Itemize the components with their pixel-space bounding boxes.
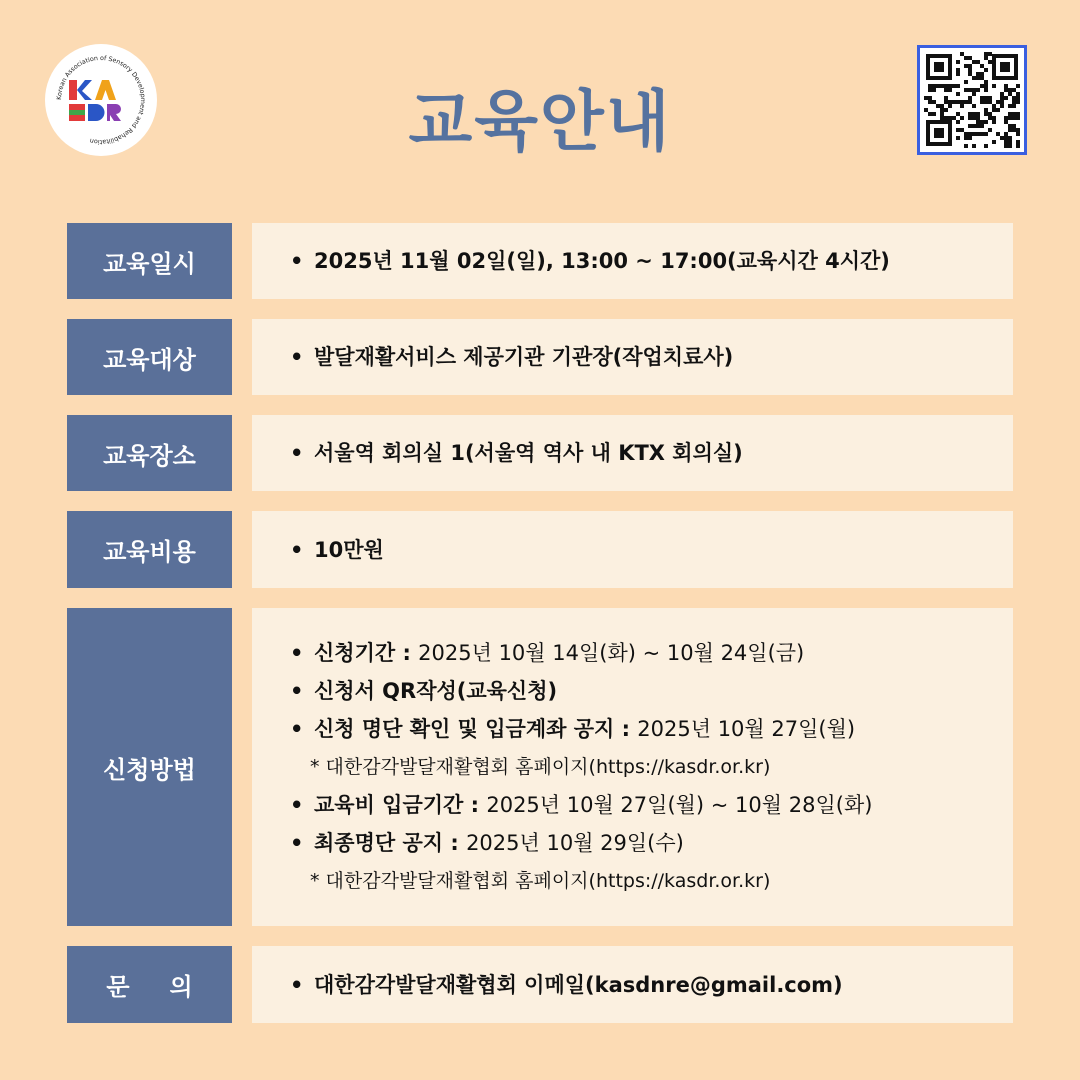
row-date — [67, 223, 1013, 299]
list-item: • 신청 명단 확인 및 입금계좌 공지 : 2025년 10월 27일(월) — [290, 717, 856, 741]
row-place — [67, 415, 1013, 491]
notice-label: 신청 명단 확인 및 입금계좌 공지 : — [314, 717, 630, 741]
label-contact — [67, 946, 232, 1023]
label-apply: 신청방법 — [67, 608, 232, 926]
logo-ring-text: Korean Association of Sensory Development and Rehabilitation — [55, 54, 147, 146]
contact-label-a: 문 — [106, 973, 130, 1001]
list-item: • 신청기간 : 2025년 10월 14일(화) ~ 10월 24일(금) — [290, 641, 805, 665]
qr-code-icon[interactable] — [917, 45, 1027, 155]
list-item: • 발달재활서비스 제공기관 기관장(작업치료사) — [290, 338, 1013, 376]
list-item: • 서울역 회의실 1(서울역 역사 내 KTX 회의실) — [290, 434, 1013, 472]
row-cost — [67, 511, 1013, 588]
cost-text: 10만원 — [314, 537, 384, 562]
content-apply — [252, 608, 1013, 926]
content-date — [252, 223, 1013, 299]
content-cost — [252, 511, 1013, 588]
final-value: 2025년 10월 29일(수) — [466, 831, 684, 855]
content-target — [252, 319, 1013, 395]
label-place: 교육장소 — [67, 415, 232, 491]
label-target: 교육대상 — [67, 319, 232, 395]
list-item: • 10만원 — [290, 531, 1013, 569]
page-title: 교육안내 — [408, 83, 672, 160]
final-label: 최종명단 공지 : — [314, 831, 459, 855]
fee-value: 2025년 10월 27일(월) ~ 10월 28일(화) — [486, 793, 873, 817]
target-text: 발달재활서비스 제공기관 기관장(작업치료사) — [314, 345, 734, 369]
period-value: 2025년 10월 14일(화) ~ 10월 24일(금) — [418, 641, 805, 665]
list-item: • 2025년 11월 02일(일), 13:00 ~ 17:00(교육시간 4시간) — [290, 242, 1013, 280]
period-label: 신청기간 : — [314, 641, 411, 665]
homepage-note: * 대한감각발달재활협회 홈페이지(https://kasdr.or.kr) — [310, 870, 771, 892]
homepage-note: * 대한감각발달재활협회 홈페이지(https://kasdr.or.kr) — [310, 756, 771, 778]
row-contact — [67, 946, 1013, 1023]
list-item: • 최종명단 공지 : 2025년 10월 29일(수) — [290, 831, 684, 855]
row-target — [67, 319, 1013, 395]
label-cost: 교육비용 — [67, 511, 232, 588]
contact-email: 대한감각발달재활협회 이메일(kasdnre@gmail.com) — [314, 972, 843, 997]
qr-label: 신청서 QR작성(교육신청) — [314, 679, 558, 703]
content-place — [252, 415, 1013, 491]
notice-value: 2025년 10월 27일(월) — [637, 717, 856, 741]
row-apply — [67, 608, 1013, 926]
content-contact — [252, 946, 1013, 1023]
date-text: 2025년 11월 02일(일), 13:00 ~ 17:00(교육시간 4시간) — [314, 249, 890, 273]
list-item: • 대한감각발달재활협회 이메일(kasdnre@gmail.com) — [290, 966, 1013, 1004]
fee-label: 교육비 입금기간 : — [314, 793, 480, 817]
contact-label-b: 의 — [169, 973, 193, 1001]
label-date: 교육일시 — [67, 223, 232, 299]
list-item: • 신청서 QR작성(교육신청) — [290, 672, 1013, 710]
list-item: • 교육비 입금기간 : 2025년 10월 27일(월) ~ 10월 28일(화) — [290, 793, 873, 817]
place-text: 서울역 회의실 1(서울역 역사 내 KTX 회의실) — [314, 441, 743, 465]
